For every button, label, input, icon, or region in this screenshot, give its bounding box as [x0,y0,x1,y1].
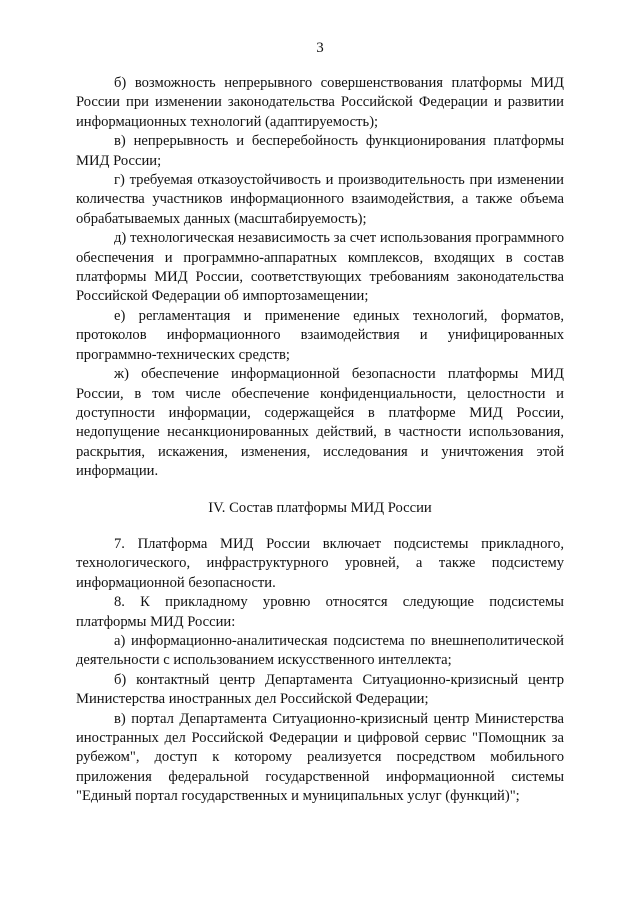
paragraph-item-zh: ж) обеспечение информационной безопасности платформы МИД России, в том числе обеспечение конфиденциальности, целостности и доступности информации, содержащейся в платформе МИД России, недопущение несанкционированных действий, в частности использования, раскрытия, искажения, изменения, исследования и уничтожения этой информации. [76,366,564,480]
section-heading: IV. Состав платформы МИД России [208,499,432,516]
paragraph-subitem-a: а) информационно-аналитическая подсистема по внешнеполитической деятельности с использованием искусственного интеллекта; [76,632,564,669]
paragraph-subitem-b: б) контактный центр Департамента Ситуационно-кризисный центр Министерства иностранных дел Российской Федерации; [76,671,564,708]
paragraph-clause-7: 7. Платформа МИД России включает подсистемы прикладного, технологического, инфраструктурного уровней, а также подсистему информационной безопасности. [76,535,564,591]
paragraph-item-v: в) непрерывность и бесперебойность функционирования платформы МИД России; [76,133,564,169]
document-body [76,74,564,807]
paragraph-item-b: б) возможность непрерывного совершенствования платформы МИД России при изменении законодательства Российской Федерации и развитии информационных технологий (адаптируемость); [76,75,564,130]
paragraph-item-e: е) регламентация и применение единых технологий, форматов, протоколов информационного взаимодействия и унифицированных программно-технических средств; [76,307,564,363]
paragraph-clause-8: 8. К прикладному уровню относятся следующие подсистемы платформы МИД России: [76,594,564,630]
paragraph-subitem-v: в) портал Департамента Ситуационно-кризисный центр Министерства иностранных дел Российской Федерации и цифровой сервис "Помощник за рубежом", доступ к которому реализуется посредством мобильного приложения федеральной государственной информационной системы "Единый портал государственных и муниципальных услуг (функций)"; [76,710,564,805]
page-number: 3 [316,40,324,56]
paragraph-item-g: г) требуемая отказоустойчивость и производительность при изменении количества участников информационного взаимодействия, а также объема обрабатываемых данных (масштабируемость); [76,172,564,227]
paragraph-item-d: д) технологическая независимость за счет использования программного обеспечения и программно-аппаратных комплексов, входящих в состав платформы МИД России, соответствующих требованиям законодательства Российской Федерации об импортозамещении; [76,230,564,305]
